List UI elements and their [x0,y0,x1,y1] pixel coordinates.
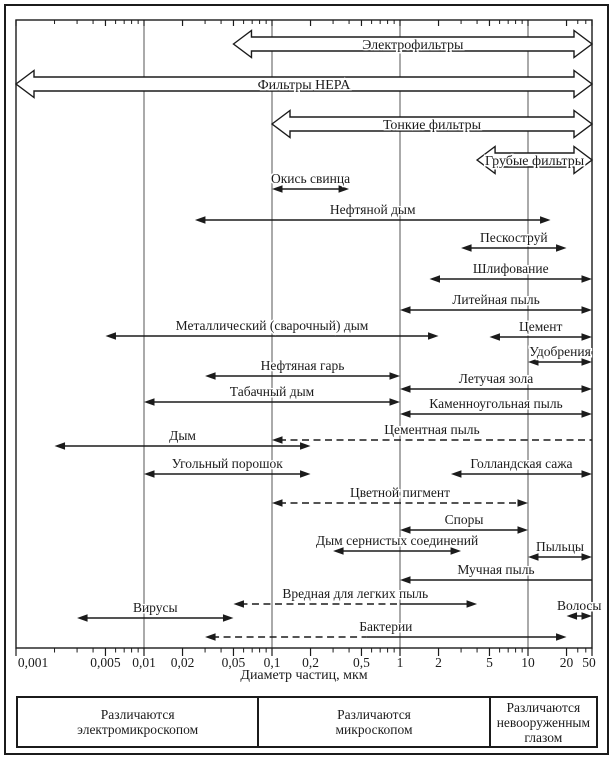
particle-range-label: Металлический (сварочный) дым [175,318,369,333]
arrowhead-left [272,499,283,506]
arrowhead-right [582,275,593,282]
arrowhead-right [540,216,551,223]
axis-tick-label: 1 [396,655,404,670]
filter-band-label: Тонкие фильтры [382,118,482,133]
arrowhead-right [556,244,567,251]
particle-range-label: Вирусы [132,600,178,615]
arrowhead-right [300,442,311,449]
arrowhead-right [582,612,593,619]
arrowhead-left [105,332,116,339]
arrowhead-left [205,372,216,379]
arrowhead-left [195,216,206,223]
arrowhead-left [144,398,155,405]
particle-range-label: Бактерии [359,619,413,634]
arrowhead-right [518,526,529,533]
arrowhead-right [582,306,593,313]
axis-tick-label: 0,02 [170,655,195,670]
arrowhead-right [518,499,529,506]
arrowhead-left [272,185,283,192]
particle-range-label: Голландская сажа [470,456,573,471]
arrowhead-left [233,600,244,607]
filter-band-label: Электрофильтры [362,38,464,53]
arrowhead-left [528,358,539,365]
arrowhead-left [77,614,88,621]
particle-range-label: Волосы [557,598,602,613]
arrowhead-right [300,470,311,477]
arrowhead-left [451,470,462,477]
visibility-legend-table [16,696,598,748]
axis-tick-label: 2 [435,655,442,670]
legend-cell-naked-eye: Различаются невооруженным глазом [489,698,596,746]
arrowhead-left [333,547,344,554]
arrowhead-right [582,410,593,417]
axis-tick-label: 0,05 [221,655,246,670]
arrowhead-right [467,600,478,607]
arrowhead-left [567,612,578,619]
arrowhead-left [400,385,411,392]
x-axis-title: Диаметр частиц, мкм [240,668,368,683]
filter-band-label: Грубые фильтры [484,154,585,169]
arrowhead-right [582,333,593,340]
legend-cell-electron-microscope: Различаются электромикроскопом [77,707,199,737]
arrowhead-left [144,470,155,477]
arrowhead-right [582,470,593,477]
arrowhead-right [390,372,401,379]
axis-tick-label: 0,1 [263,655,281,670]
arrowhead-right [339,185,350,192]
particle-range-label: Цемент [519,319,563,334]
particle-range-label: Летучая зола [458,371,534,386]
filter-band-label: Фильтры HEPA [257,78,351,93]
axis-tick-label: 50 [582,655,596,670]
arrowhead-right [451,547,462,554]
arrowhead-left [528,553,539,560]
arrowhead-right [582,385,593,392]
particle-range-label: Угольный порошок [171,456,283,471]
axis-tick-label: 0,005 [90,655,121,670]
arrowhead-right [556,633,567,640]
arrowhead-left [55,442,65,449]
arrowhead-right [390,398,401,405]
arrowhead-left [429,275,440,282]
arrowhead-left [400,306,411,313]
arrowhead-right [223,614,234,621]
particle-range-label: Литейная пыль [452,292,540,307]
particle-range-label: Пескоструй [479,230,548,245]
particle-range-label: Каменноугольная пыль [429,396,563,411]
particle-range-label: Шлифование [472,261,549,276]
legend-cell-microscope: Различаются микроскопом [257,698,488,746]
particle-range-label: Нефтяной дым [329,202,416,217]
axis-tick-label: 0,001 [17,655,49,670]
particle-range-label: Вредная для легких пыль [282,586,429,601]
arrowhead-left [205,633,216,640]
axis-tick-label: 5 [486,655,493,670]
particle-range-label: Окись свинца [270,171,351,186]
arrowhead-left [272,436,283,443]
particle-range-label: Дым сернистых соединений [315,533,479,548]
axis-tick-label: 0,2 [302,655,319,670]
particle-range-label: Споры [444,512,484,527]
arrowhead-right [582,358,593,365]
particle-range-label: Цветной пигмент [350,485,450,500]
particle-range-label: Цементная пыль [384,422,480,437]
axis-tick-label: 20 [559,655,574,670]
arrowhead-right [428,332,439,339]
axis-tick-label: 0,01 [132,655,156,670]
arrowhead-left [461,244,472,251]
particle-range-label: Табачный дым [229,384,315,399]
particle-range-label: Пыльцы [535,539,585,554]
particle-range-label: Мучная пыль [457,562,535,577]
axis-tick-label: 10 [521,655,535,670]
particle-range-label: Нефтяная гарь [260,358,345,373]
arrowhead-right [582,553,593,560]
axis-tick-label: 0,5 [353,655,370,670]
plot-border [16,20,592,648]
arrowhead-left [489,333,500,340]
arrowhead-left [400,576,411,583]
arrowhead-left [400,410,411,417]
particle-range-label: Дым [169,428,196,443]
particle-range-label: Удобрения [529,344,591,359]
